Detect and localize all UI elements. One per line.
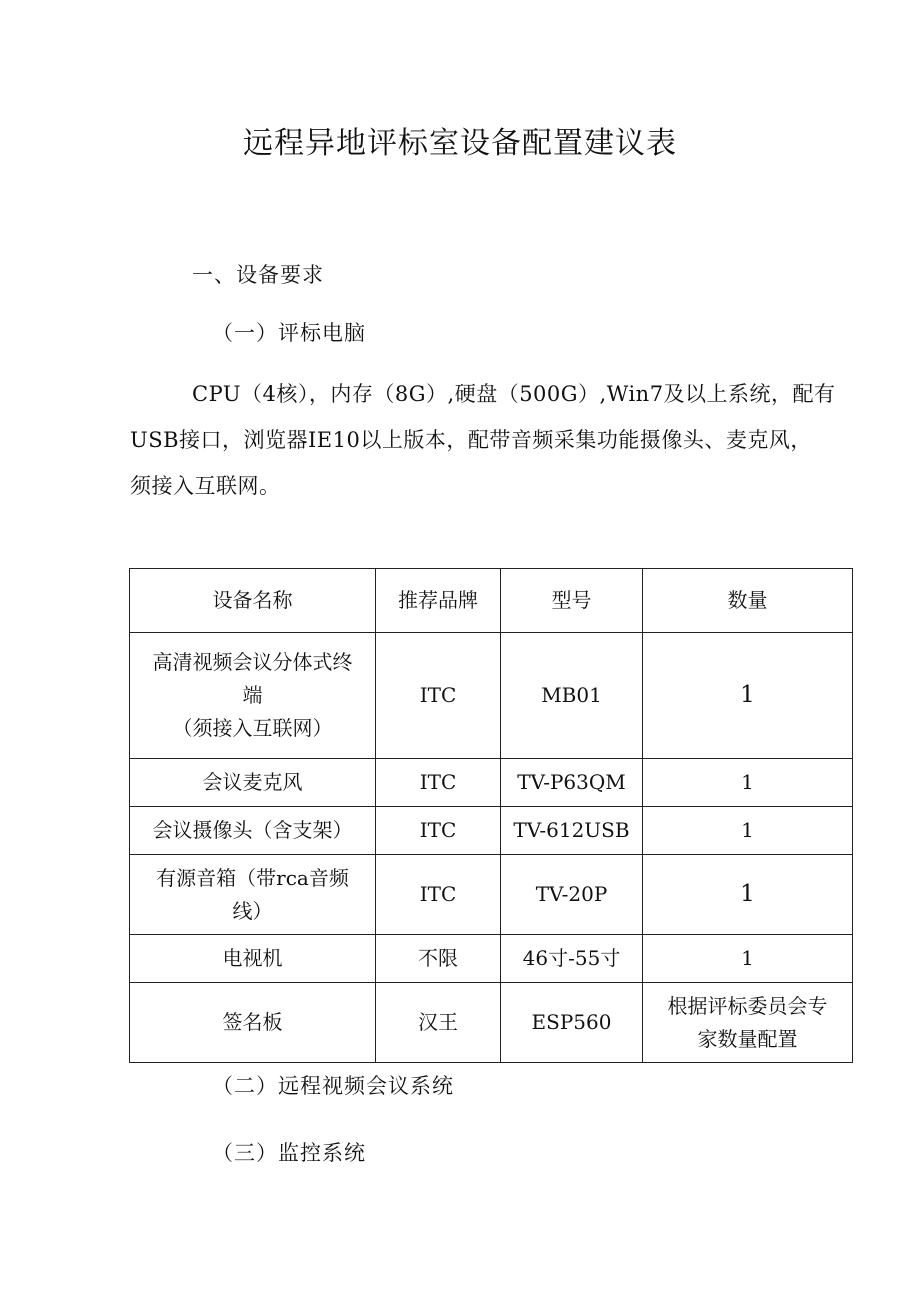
cell-quantity: 1 xyxy=(643,807,853,855)
subsection-heading-video-conference-system: （二）远程视频会议系统 xyxy=(212,1074,454,1098)
cell-line: 家数量配置 xyxy=(697,1026,798,1051)
cell-model: TV-612USB xyxy=(501,807,643,855)
cell-brand: 汉王 xyxy=(376,983,501,1063)
cell-model: 46寸-55寸 xyxy=(501,935,643,983)
cell-quantity xyxy=(643,983,853,1063)
subsection-heading-monitoring-system: （三）监控系统 xyxy=(212,1141,366,1165)
cell-model: TV-20P xyxy=(501,855,643,935)
header-cell-device-name: 设备名称 xyxy=(130,569,376,633)
subsection-heading-bid-evaluation-computer: （一）评标电脑 xyxy=(212,321,366,345)
cell-device-name: 会议摄像头（含支架） xyxy=(130,807,376,855)
header-cell-quantity: 数量 xyxy=(643,569,853,633)
cell-device-name: 会议麦克风 xyxy=(130,759,376,807)
table-row xyxy=(130,935,853,983)
computer-spec-paragraph xyxy=(130,371,858,509)
table-header-row xyxy=(130,569,853,633)
table-row xyxy=(130,855,853,935)
cell-model: ESP560 xyxy=(501,983,643,1063)
cell-line: 有源音箱（带rca音频 xyxy=(156,865,349,890)
paragraph-line: 须接入互联网。 xyxy=(130,474,281,498)
table-row xyxy=(130,759,853,807)
table-row xyxy=(130,633,853,759)
cell-model: MB01 xyxy=(501,633,643,759)
cell-brand: ITC xyxy=(376,633,501,759)
header-cell-brand: 推荐品牌 xyxy=(376,569,501,633)
cell-device-name: 签名板 xyxy=(130,983,376,1063)
equipment-table xyxy=(129,568,853,1063)
cell-quantity: 1 xyxy=(643,855,853,935)
cell-line: 根据评标委员会专 xyxy=(667,993,828,1018)
cell-device-name xyxy=(130,633,376,759)
cell-quantity: 1 xyxy=(643,759,853,807)
header-cell-model: 型号 xyxy=(501,569,643,633)
cell-line: （须接入互联网） xyxy=(172,716,333,740)
cell-quantity: 1 xyxy=(643,935,853,983)
paragraph-line: USB接口，浏览器IE10以上版本，配带音频采集功能摄像头、麦克风， xyxy=(130,428,812,452)
cell-quantity: 1 xyxy=(643,633,853,759)
paragraph-line: CPU（4核），内存（8G）,硬盘（500G）,Win7及以上系统，配有 xyxy=(192,382,836,406)
cell-line: 高清视频会议分体式终 xyxy=(152,650,353,674)
cell-brand: ITC xyxy=(376,807,501,855)
cell-model: TV-P63QM xyxy=(501,759,643,807)
cell-brand: ITC xyxy=(376,759,501,807)
cell-brand: ITC xyxy=(376,855,501,935)
table-row xyxy=(130,983,853,1063)
cell-device-name: 电视机 xyxy=(130,935,376,983)
cell-line: 端 xyxy=(242,683,263,707)
cell-brand: 不限 xyxy=(376,935,501,983)
cell-line: 线） xyxy=(232,898,273,923)
document-title: 远程异地评标室设备配置建议表 xyxy=(243,126,677,161)
section-heading-equipment-requirements: 一、设备要求 xyxy=(192,263,324,287)
cell-device-name xyxy=(130,855,376,935)
table-row xyxy=(130,807,853,855)
